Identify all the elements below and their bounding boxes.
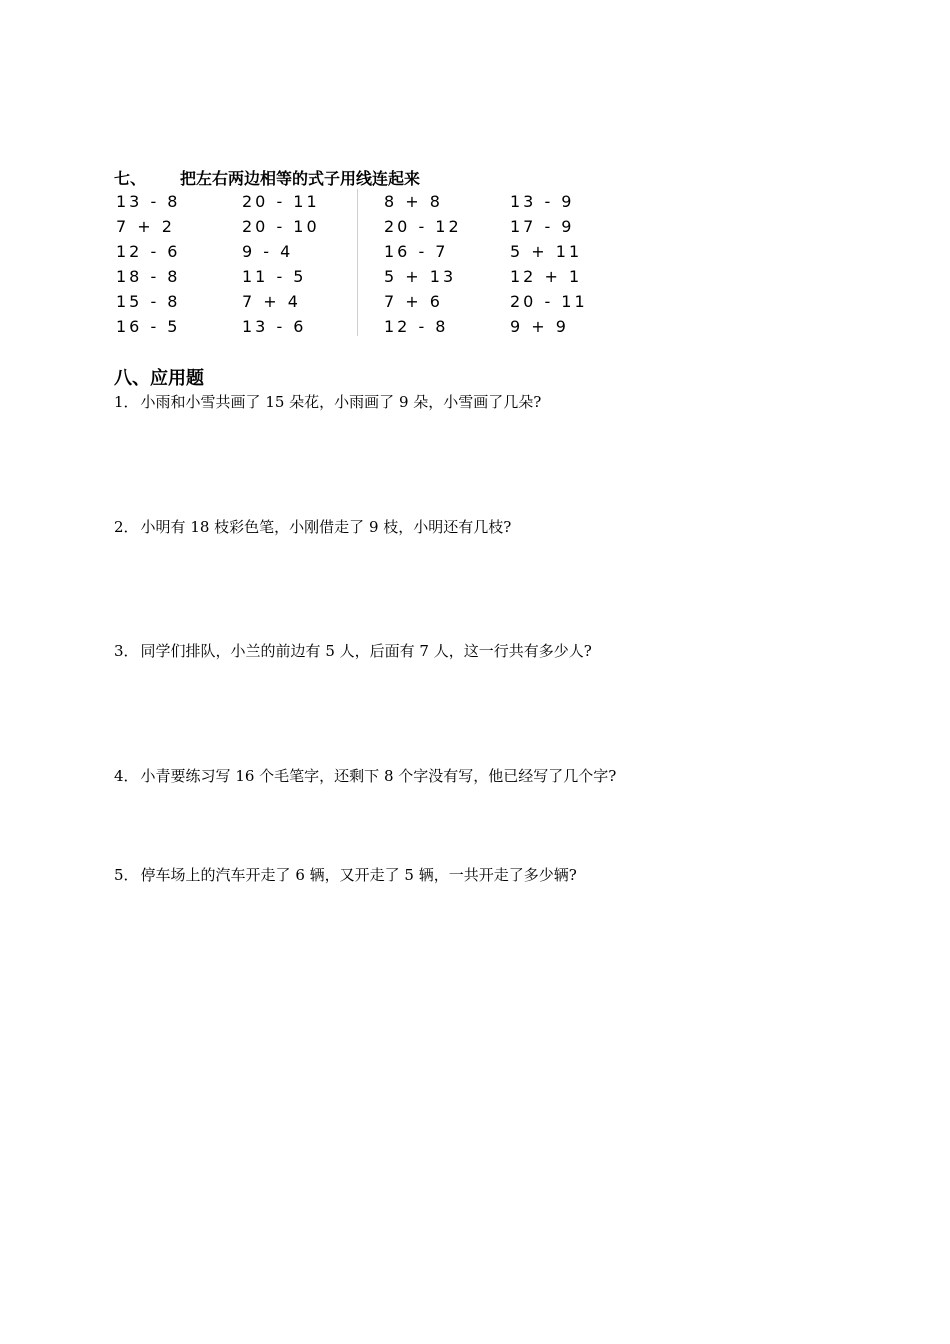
section-8-heading: 八、应用题 [114,368,204,389]
expression: 17 - 9 [510,217,575,236]
expression: 12 + 1 [510,267,583,286]
word-problem-5 [114,864,577,885]
expression: 5 + 13 [384,267,457,286]
problem-number: 4． [114,767,139,785]
section-7-number: 七、 [114,169,147,188]
word-problem-1 [114,391,541,412]
expression-column-3 [384,189,462,339]
expression: 13 - 6 [242,317,307,336]
expression: 7 + 4 [242,292,301,311]
expression: 9 - 4 [242,242,294,261]
section-7-heading [114,166,420,189]
expression-column-4 [510,189,588,339]
expression: 20 - 11 [510,292,588,311]
expression: 12 - 8 [384,317,449,336]
expression: 20 - 11 [242,192,320,211]
expression: 20 - 10 [242,217,320,236]
problem-text: 停车场上的汽车开走了 6 辆，又开走了 5 辆，一共开走了多少辆? [140,866,577,884]
problem-number: 5． [114,866,139,884]
expression-column-2 [242,189,320,339]
problem-text: 小青要练习写 16 个毛笔字，还剩下 8 个字没有写，他已经写了几个字? [140,767,617,785]
section-7-title: 把左右两边相等的式子用线连起来 [180,169,421,188]
word-problem-4 [114,765,616,786]
expression: 5 + 11 [510,242,583,261]
problem-number: 1． [114,393,139,411]
expression: 16 - 7 [384,242,449,261]
expression: 18 - 8 [116,267,181,286]
word-problem-3 [114,640,592,661]
matching-expressions-table [114,189,594,337]
expression-column-1 [116,189,180,339]
expression: 13 - 8 [116,192,181,211]
expression: 8 + 8 [384,192,443,211]
expression: 16 - 5 [116,317,181,336]
expression: 20 - 12 [384,217,462,236]
word-problem-2 [114,516,511,537]
problem-text: 小明有 18 枝彩色笔，小刚借走了 9 枝，小明还有几枝? [140,518,512,536]
expression: 13 - 9 [510,192,575,211]
expression: 15 - 8 [116,292,181,311]
expression: 7 + 2 [116,217,175,236]
problem-text: 同学们排队，小兰的前边有 5 人，后面有 7 人，这一行共有多少人? [140,642,592,660]
expression: 11 - 5 [242,267,307,286]
problem-number: 2． [114,518,139,536]
problem-number: 3． [114,642,139,660]
problem-text: 小雨和小雪共画了 15 朵花，小雨画了 9 朵，小雪画了几朵? [140,393,542,411]
expression: 7 + 6 [384,292,443,311]
expression: 9 + 9 [510,317,569,336]
expression: 12 - 6 [116,242,181,261]
